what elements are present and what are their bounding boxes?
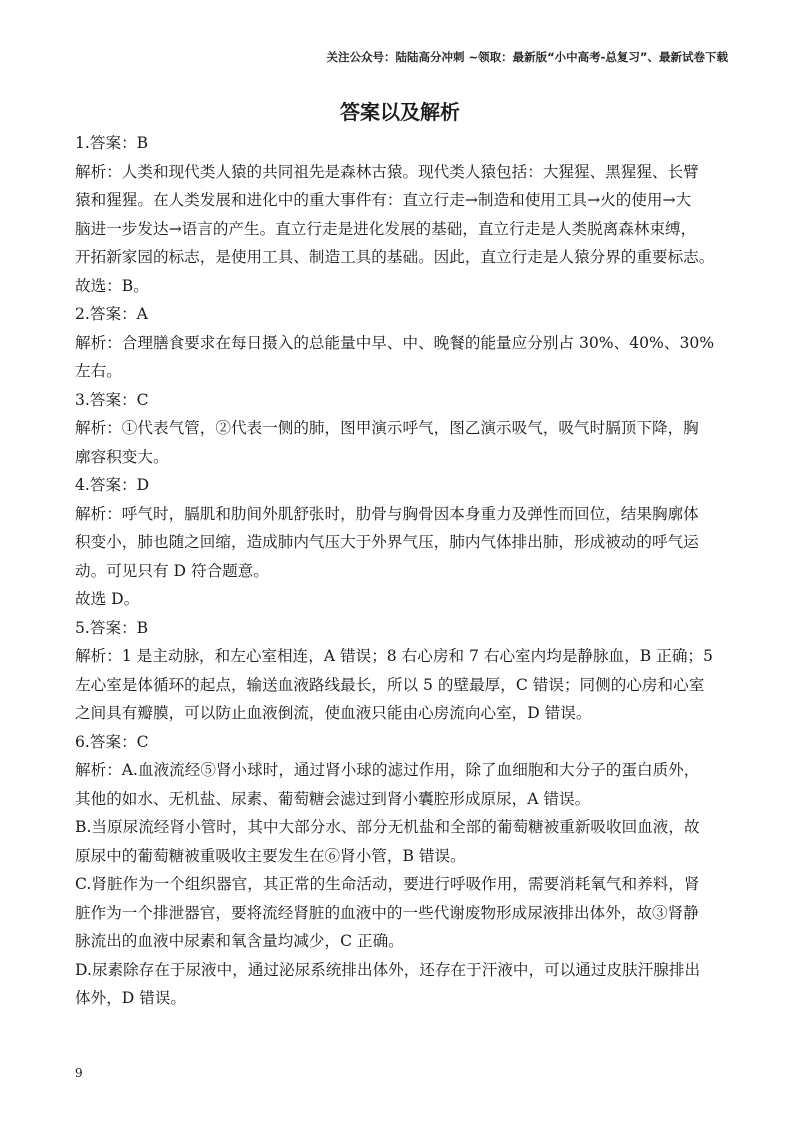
text-line: 左右。 bbox=[75, 362, 122, 380]
text-line: 廓容积变大。 bbox=[75, 447, 169, 466]
text-line: 其他的如水、无机盐、尿素、葡萄糖会滤过到肾小囊腔形成原尿，A 错误。 bbox=[75, 789, 591, 808]
text-line: B.当原尿流经肾小管时，其中大部分水、部分无机盐和全部的葡萄糖被重新吸收回血液，故 bbox=[75, 818, 700, 836]
text-line: 1.答案：B bbox=[75, 134, 149, 152]
text-line: 解析：①代表气管，②代表一侧的肺，图甲演示呼气，图乙演示吸气，吸气时膈顶下降，胸 bbox=[75, 419, 699, 437]
page-title: 答案以及解析 bbox=[340, 100, 460, 124]
text-line: C.肾脏作为一个组织器官，其正常的生命活动，要进行呼吸作用，需要消耗氧气和养料，肾 bbox=[75, 875, 700, 893]
text-line: 猿和猩猩。在人类发展和进化中的重大事件有：直立行走→制造和使用工具→火的使用→大 bbox=[75, 191, 692, 209]
text-line: 解析：人类和现代类人猿的共同祖先是森林古猿。现代类人猿包括：大猩猩、黑猩猩、长臂 bbox=[75, 162, 699, 181]
text-line: 解析：呼气时，膈肌和肋间外肌舒张时，肋骨与胸骨因本身重力及弹性而回位，结果胸廓体 bbox=[75, 504, 699, 523]
text-line: 解析：1 是主动脉，和左心室相连，A 错误；8 右心房和 7 右心室内均是静脉血，B 正确；5 bbox=[75, 647, 713, 665]
text-line: 积变小，肺也随之回缩，造成肺内气压大于外界气压，肺内气体排出肺，形成被动的呼气运 bbox=[75, 533, 699, 551]
text-line: 6.答案：C bbox=[75, 732, 149, 751]
text-line: 脉流出的血液中尿素和氧含量均减少，C 正确。 bbox=[75, 932, 404, 950]
text-line: 动。可见只有 D 符合题意。 bbox=[75, 561, 269, 580]
text-line: 5.答案：B bbox=[75, 618, 149, 637]
answer-content bbox=[75, 129, 727, 1013]
text-line: 脏作为一个排泄器官，要将流经肾脏的血液中的一些代谢废物形成尿液排出体外，故③肾静 bbox=[75, 903, 699, 922]
text-line: 左心室是体循环的起点，输送血液路线最长，所以 5 的壁最厚，C 错误；同侧的心房和心室 bbox=[75, 675, 705, 694]
text-line: 4.答案：D bbox=[75, 476, 150, 494]
text-line: 开拓新家园的标志，是使用工具、制造工具的基础。因此，直立行走是人猿分界的重要标志。 bbox=[75, 248, 715, 266]
text-line: 3.答案：C bbox=[75, 390, 149, 409]
page-header: 关注公众号：陆陆高分冲刺 ~领取：最新版“小中高考-总复习”、最新试卷下载 bbox=[326, 50, 728, 64]
text-line: 原尿中的葡萄糖被重吸收主要发生在⑥肾小管，B 错误。 bbox=[75, 846, 466, 865]
text-line: 2.答案：A bbox=[75, 305, 148, 323]
page-number: 9 bbox=[75, 1066, 83, 1080]
text-line: D.尿素除存在于尿液中，通过泌尿系统排出体外，还存在于汗液中，可以通过皮肤汗腺排出 bbox=[75, 960, 701, 979]
text-line: 解析：A.血液流经⑤肾小球时，通过肾小球的滤过作用，除了血细胞和大分子的蛋白质外， bbox=[75, 761, 700, 779]
text-line: 故选 D。 bbox=[75, 590, 140, 608]
text-line: 体外，D 错误。 bbox=[75, 989, 187, 1007]
text-line: 脑进一步发达→语言的产生。直立行走是进化发展的基础，直立行走是人类脱离森林束缚， bbox=[75, 219, 697, 238]
text-line: 故选：B。 bbox=[75, 276, 149, 295]
text-line: 之间具有瓣膜，可以防止血液倒流，使血液只能由心房流向心室，D 错误。 bbox=[75, 704, 592, 722]
text-line: 解析：合理膳食要求在每日摄入的总能量中早、中、晚餐的能量应分别占 30%、40%、30% bbox=[75, 333, 715, 352]
